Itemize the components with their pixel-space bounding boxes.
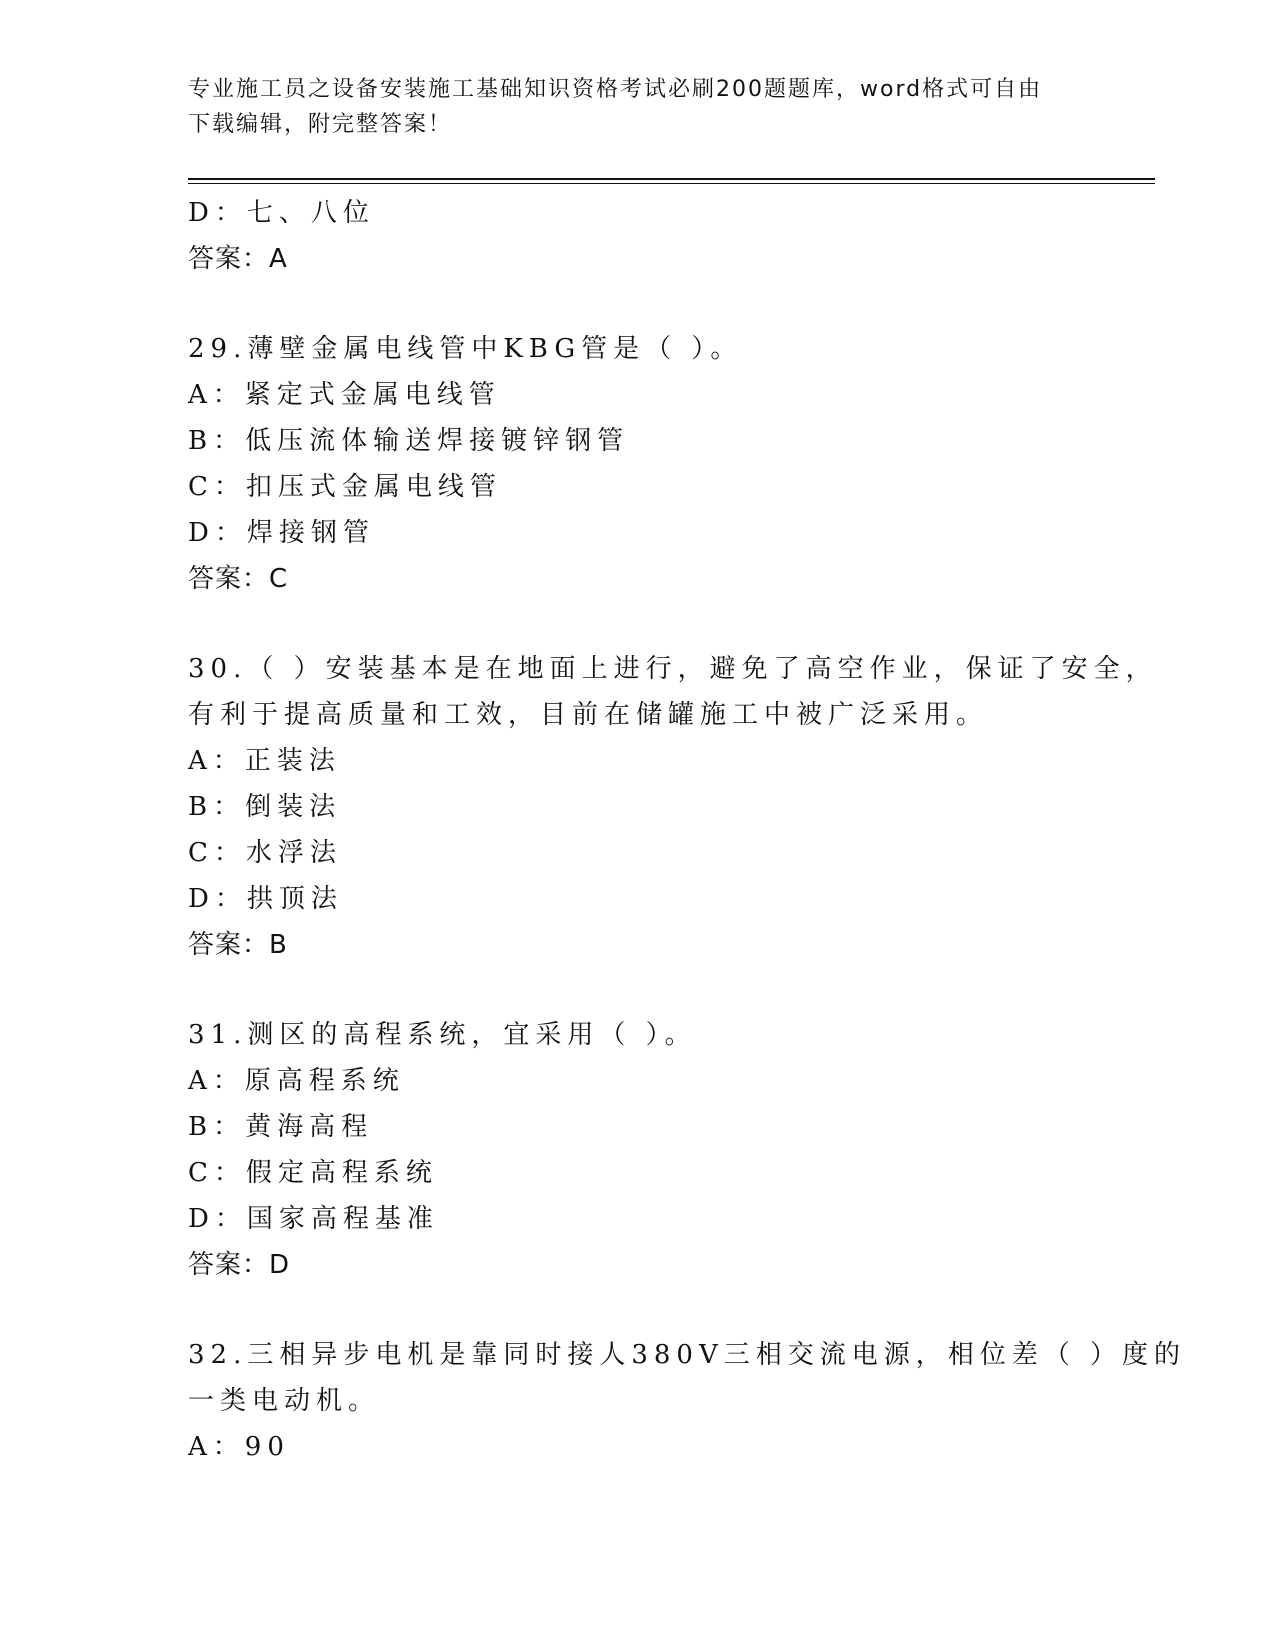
q31-option-d: D：国家高程基准 bbox=[188, 1204, 439, 1234]
q29-option-a: A：紧定式金属电线管 bbox=[188, 380, 501, 410]
q29-question-text: 29.薄壁金属电线管中KBG管是（ ）。 bbox=[188, 334, 743, 364]
question-29 bbox=[188, 326, 1088, 602]
q28-option-d: D：七、八位 bbox=[188, 198, 375, 228]
q30-option-b: B：倒装法 bbox=[188, 792, 342, 822]
question-32 bbox=[188, 1332, 1187, 1470]
q29-option-c: C：扣压式金属电线管 bbox=[188, 472, 502, 502]
header-title-line-1: 专业施工员之设备安装施工基础知识资格考试必刷200题题库，word格式可自由 bbox=[188, 77, 1043, 102]
q29-answer: 答案：C bbox=[188, 564, 289, 594]
spacer bbox=[188, 602, 1088, 646]
header-title-line-2: 下载编辑，附完整答案！ bbox=[188, 112, 453, 137]
q32-question-line-1: 32.三相异步电机是靠同时接人380V三相交流电源，相位差（ ）度的 bbox=[188, 1340, 1187, 1370]
header-divider-thin bbox=[188, 183, 1155, 184]
spacer bbox=[188, 282, 1088, 326]
question-30 bbox=[188, 646, 1158, 968]
question-28-tail bbox=[188, 190, 1088, 282]
q30-option-a: A：正装法 bbox=[188, 746, 341, 776]
q30-question-line-2: 有利于提高质量和工效，目前在储罐施工中被广泛采用。 bbox=[188, 700, 989, 730]
q29-option-b: B：低压流体输送焊接镀锌钢管 bbox=[188, 426, 630, 456]
q30-answer: 答案：B bbox=[188, 930, 288, 960]
spacer bbox=[188, 1288, 1088, 1332]
q30-option-c: C：水浮法 bbox=[188, 838, 342, 868]
q31-option-b: B：黄海高程 bbox=[188, 1112, 374, 1142]
header-divider-thick bbox=[188, 178, 1155, 180]
q31-option-a: A：原高程系统 bbox=[188, 1066, 405, 1096]
q32-question-line-2: 一类电动机。 bbox=[188, 1386, 381, 1416]
q30-option-d: D：拱顶法 bbox=[188, 884, 343, 914]
question-31 bbox=[188, 1012, 1088, 1288]
q31-question-text: 31.测区的高程系统，宜采用（ ）。 bbox=[188, 1020, 697, 1050]
q30-question-line-1: 30.（ ）安装基本是在地面上进行，避免了高空作业，保证了安全， bbox=[188, 654, 1158, 684]
q31-option-c: C：假定高程系统 bbox=[188, 1158, 438, 1188]
q31-answer: 答案：D bbox=[188, 1250, 291, 1280]
questions-list bbox=[188, 190, 1187, 1470]
document-header bbox=[188, 72, 1088, 142]
q29-option-d: D：焊接钢管 bbox=[188, 518, 375, 548]
q32-option-a: A：90 bbox=[188, 1432, 290, 1462]
spacer bbox=[188, 968, 1088, 1012]
q28-answer: 答案：A bbox=[188, 244, 288, 274]
